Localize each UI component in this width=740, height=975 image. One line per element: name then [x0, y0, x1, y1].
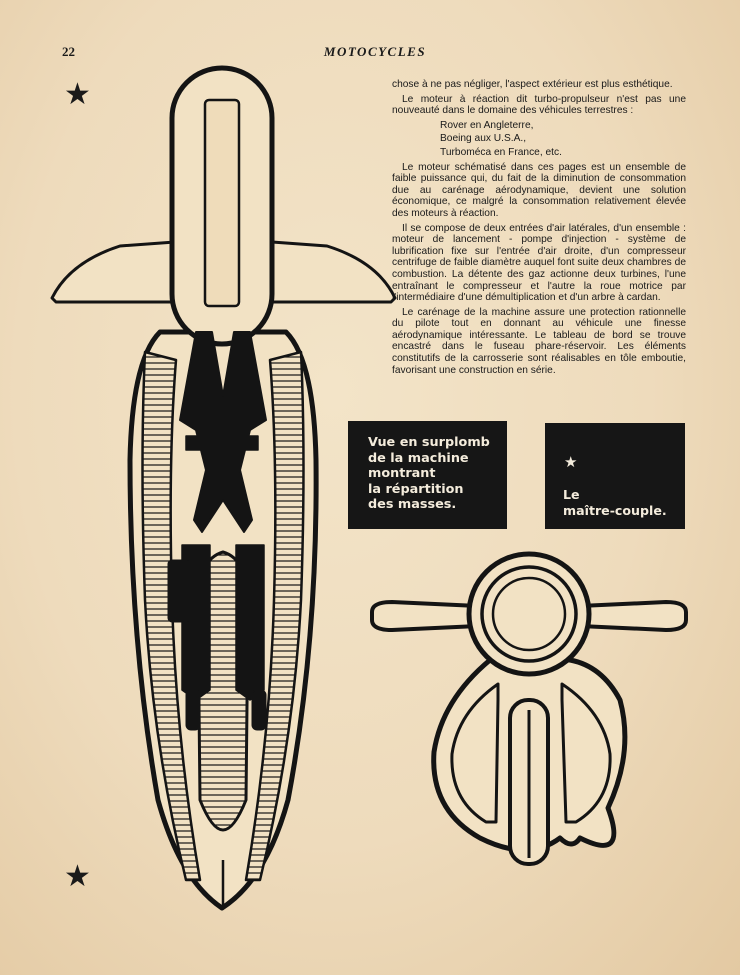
front-view-drawing — [372, 554, 686, 864]
caption-text — [563, 487, 667, 518]
running-head: MOTOCYCLES — [323, 44, 427, 59]
star-icon-caption: ★ — [564, 453, 578, 471]
star-icon-bottom: ★ — [64, 859, 91, 894]
paragraph-fairing: Le carénage de la machine assure une protection rationnelle du pilote tout en donnant au véhicule une finesse aérodynamique intéressante. Le tableau de bord se trouve encastré dans le fuseau phare-réservoir. Les éléments constitutifs de la carrosserie sont réalisables en tôle emboutie, favorisant une construction en série. — [392, 306, 686, 376]
top-view-drawing — [52, 68, 395, 908]
caption-line: montrant — [368, 466, 436, 482]
caption-line: de la machine — [368, 450, 469, 466]
article-body — [392, 79, 686, 379]
example-item: Rover en Angleterre, — [440, 119, 534, 131]
examples-list — [392, 120, 686, 159]
paragraph-intro: chose à ne pas négliger, l'aspect extérieur est plus esthétique. — [392, 79, 673, 90]
paragraph-composition: Il se compose de deux entrées d'air latérales, d'un ensemble : moteur de lancement - pompe d'injection - système de lubrification fixe sur l'entrée d'air droite, d'un compresseur centrifuge de faible diamètre auquel font suite deux chambres de combustion. La détente des gaz actionne deux turbines, l'une entraînant le compresseur et l'autre la roue motrice par l'intermédiaire d'une démultiplication et d'un arbre à cardan. — [392, 222, 686, 304]
example-item: Turboméca en France, etc. — [440, 146, 562, 158]
star-icon-top: ★ — [64, 77, 91, 112]
caption-line: des masses. — [368, 497, 457, 513]
page-number: 22 — [62, 44, 75, 59]
caption-line: Le — [563, 487, 580, 502]
caption-front-view — [545, 423, 685, 529]
caption-line: Vue en surplomb — [368, 435, 490, 450]
caption-line: maître-couple. — [563, 502, 667, 518]
caption-line: la répartition — [368, 481, 464, 497]
example-item: Boeing aux U.S.A., — [440, 133, 527, 145]
paragraph-turbo: Le moteur à réaction dit turbo-propulseur n'est pas une nouveauté dans le domaine des véhicules terrestres : — [392, 93, 686, 117]
caption-top-view — [348, 421, 507, 529]
paragraph-engine: Le moteur schématisé dans ces pages est un ensemble de faible puissance qui, du fait de la diminution de consommation due au carénage aérodynamique, devient une solution économique, ce malgré la consommation relativement élevée des moteurs à réaction. — [392, 161, 686, 219]
